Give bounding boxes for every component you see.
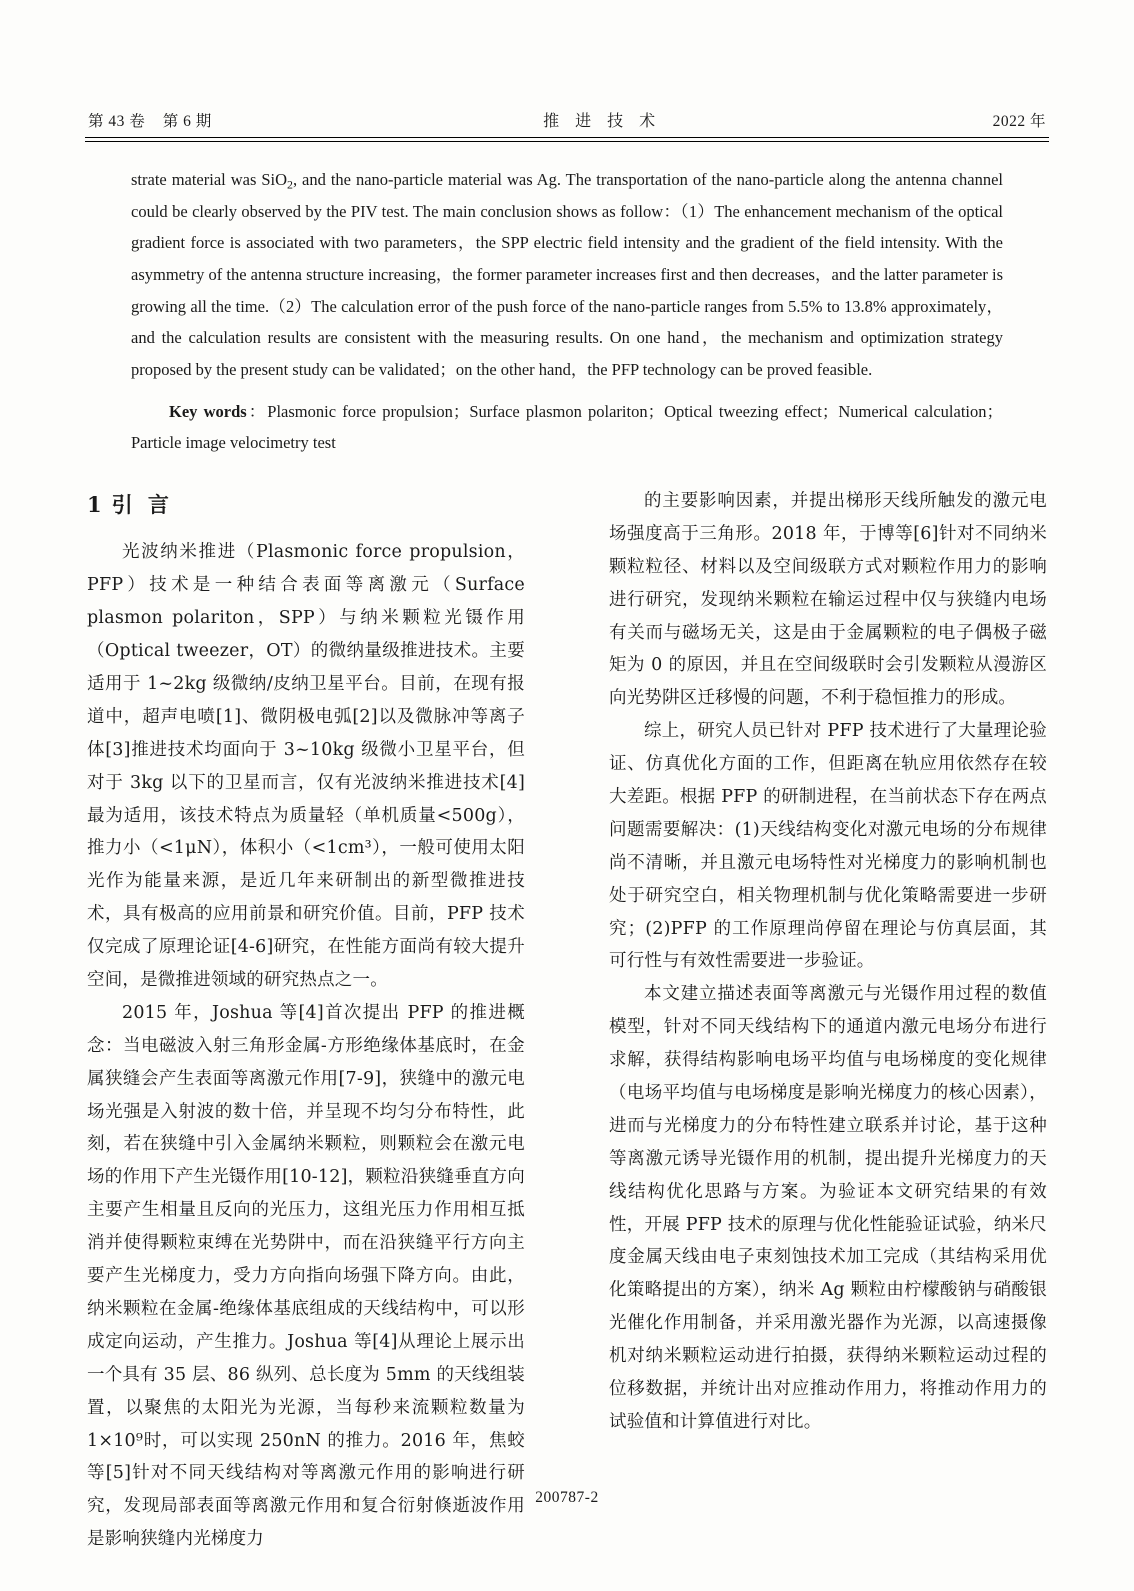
paragraph: 的主要影响因素，并提出梯形天线所触发的激元电场强度高于三角形。2018 年，于博等[6]针对不同纳米颗粒粒径、材料以及空间级联方式对颗粒作用力的影响进行研究，发现纳米颗粒在输运过程中仅与狭缝内电场有关而与磁场无关，这是由于金属颗粒的电子偶极子磁矩为 0 的原因，并且在空间级联时会引发颗粒从漫游区向光势阱区迁移慢的问题，不利于稳恒推力的形成。 <box>609 490 1047 709</box>
abstract-text-part1: strate material was SiO <box>131 169 288 189</box>
abstract-block <box>85 164 1049 459</box>
abstract-subscript: 2 <box>287 176 293 191</box>
right-column <box>609 485 1047 1556</box>
page-number: 200787-2 <box>535 1489 599 1506</box>
body-columns <box>85 485 1049 1556</box>
left-column <box>87 485 525 1556</box>
abstract-text <box>131 164 1003 386</box>
keywords-text: ：Plasmonic force propulsion；Surface plasmon polariton；Optical tweezing effect；Numerical calculation；Particle image velocimetry test <box>131 401 1004 453</box>
abstract-text-part2: , and the nano-particle material was Ag. The transportation of the nano-particle along the antenna channel could be clearly observed by the PIV test. The main conclusion shows as follow：（1）The enhancement mechanism of the optical gradient force is associated with two parameters，the SPP electric field intensity and the gradient of the field intensity. With the asymmetry of the antenna structure increasing，the former parameter increases first and then decreases，and the latter parameter is growing all the time.（2）The calculation error of the push force of the nano-particle ranges from 5.5% to 13.8% approximately，and the calculation results are consistent with the measuring results. On one hand，the mechanism and optimization strategy proposed by the present study can be validated；on the other hand，the PFP technology can be proved feasible. <box>131 169 1003 379</box>
page-content <box>85 108 1049 1556</box>
section-number: 1 <box>87 491 102 517</box>
keywords-label: Key words <box>169 401 247 421</box>
running-head <box>85 108 1049 137</box>
section-heading <box>87 485 525 524</box>
keywords-line <box>131 396 1003 459</box>
running-head-journal-title: 推 进 技 术 <box>543 113 662 130</box>
paragraph: 2015 年，Joshua 等[4]首次提出 PFP 的推进概念：当电磁波入射三角形金属-方形绝缘体基底时，在金属狭缝会产生表面等离激元作用[7-9]，狭缝中的激元电场光强是入射波的数十倍，并呈现不均匀分布特性，此刻，若在狭缝中引入金属纳米颗粒，则颗粒会在激元电场的作用下产生光镊作用[10-12]，颗粒沿狭缝垂直方向主要产生相量且反向的光压力，这组光压力作用相互抵消并使得颗粒束缚在光势阱中，而在沿狭缝平行方向主要产生光梯度力，受力方向指向场强下降方向。由此，纳米颗粒在金属-绝缘体基底组成的天线结构中，可以形成定向运动，产生推力。Joshua 等[4]从理论上展示出一个具有 35 层、86 纵列、总长度为 5mm 的天线组装置，以聚焦的太阳光为光源，当每秒来流颗粒数量为 1×10⁹时，可以实现 250nN 的推力。2016 年，焦蛟等[5]针对不同天线结构对等离激元作用的影响进行研究，发现局部表面等离激元作用和复合衍射倏逝波作用是影响狭缝内光梯度力 <box>87 1002 525 1550</box>
header-divider <box>85 137 1049 142</box>
paragraph: 综上，研究人员已针对 PFP 技术进行了大量理论验证、仿真优化方面的工作，但距离在轨应用依然存在较大差距。根据 PFP 的研制进程，在当前状态下存在两点问题需要解决：(1)天线结构变化对激元电场的分布规律尚不清晰，并且激元电场特性对光梯度力的影响机制也处于研究空白，相关物理机制与优化策略需要进一步研究；(2)PFP 的工作原理尚停留在理论与仿真层面，其可行性与有效性需要进一步验证。 <box>609 721 1047 972</box>
running-head-year: 2022 年 <box>992 113 1046 130</box>
page-footer <box>0 1489 1134 1507</box>
paragraph: 光波纳米推进（Plasmonic force propulsion，PFP）技术是一种结合表面等离激元（Surface plasmon polariton，SPP）与纳米颗粒光镊作用（Optical tweezer，OT）的微纳量级推进技术。主要适用于 1~2kg 级微纳/皮纳卫星平台。目前，在现有报道中，超声电喷[1]、微阴极电弧[2]以及微脉冲等离子体[3]推进技术均面向于 3~10kg 级微小卫星平台，但对于 3kg 以下的卫星而言，仅有光波纳米推进技术[4]最为适用，该技术特点为质量轻（单机质量<500g），推力小（<1μN），体积小（<1cm³），一般可使用太阳光作为能量来源，是近几年来研制出的新型微推进技术，具有极高的应用前景和研究价值。目前，PFP 技术仅完成了原理论证[4-6]研究，在性能方面尚有较大提升空间，是微推进领域的研究热点之一。 <box>87 542 525 991</box>
section-title-text: 引 言 <box>111 491 173 517</box>
paragraph: 本文建立描述表面等离激元与光镊作用过程的数值模型，针对不同天线结构下的通道内激元电场分布进行求解，获得结构影响电场平均值与电场梯度的变化规律（电场平均值与电场梯度是影响光梯度力的核心因素），进而与光梯度力的分布特性建立联系并讨论，基于这种等离激元诱导光镊作用的机制，提出提升光梯度力的天线结构优化思路与方案。为验证本文研究结果的有效性，开展 PFP 技术的原理与优化性能验证试验，纳米尺度金属天线由电子束刻蚀技术加工完成（其结构采用优化策略提出的方案），纳米 Ag 颗粒由柠檬酸钠与硝酸银光催化作用制备，并采用激光器作为光源，以高速摄像机对纳米颗粒运动进行拍摄，获得纳米颗粒运动过程的位移数据，并统计出对应推动作用力，将推动作用力的试验值和计算值进行对比。 <box>609 984 1047 1432</box>
running-head-volume: 第 43 卷 第 6 期 <box>88 113 212 130</box>
